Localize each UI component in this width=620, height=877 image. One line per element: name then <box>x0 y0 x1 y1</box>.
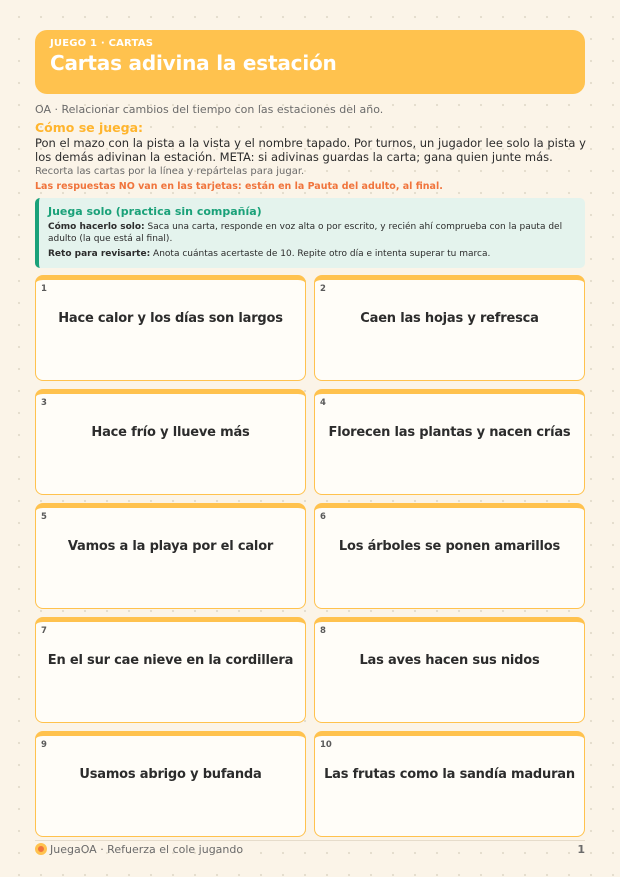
page-title: Cartas adivina la estación <box>50 51 337 75</box>
solo-play-box <box>35 198 585 268</box>
solo-how-label: Cómo hacerlo solo: <box>48 222 145 232</box>
card-number: 10 <box>320 740 332 750</box>
card-clue: Hace calor y los días son largos <box>58 311 283 326</box>
solo-how-text: Saca una carta, responde en voz alta o por escrito, y recién ahí comprueba con la pauta del adulto (la que está al final). <box>48 222 563 244</box>
card-number: 3 <box>41 398 47 408</box>
solo-review-line <box>48 248 575 260</box>
juegaoa-logo-icon <box>35 843 47 855</box>
learning-objective: OA · Relacionar cambios del tiempo con las estaciones del año. <box>35 103 384 116</box>
cut-note: Recorta las cartas por la línea y repártelas para jugar. <box>35 166 305 177</box>
card-number: 5 <box>41 512 47 522</box>
card-number: 1 <box>41 284 47 294</box>
howto-title: Cómo se juega: <box>35 120 144 135</box>
card-number: 4 <box>320 398 326 408</box>
solo-review-text: Anota cuántas acertaste de 10. Repite otro día e intenta superar tu marca. <box>150 249 491 259</box>
footer-divider <box>35 840 585 841</box>
card-clue: Florecen las plantas y nacen crías <box>328 425 571 440</box>
answers-warning: Las respuestas NO van en las tarjetas: están en la Pauta del adulto, al final. <box>35 181 443 192</box>
season-card <box>35 731 306 837</box>
season-card <box>314 731 585 837</box>
header-banner <box>35 30 585 94</box>
card-clue: Las aves hacen sus nidos <box>359 653 540 668</box>
season-card <box>314 617 585 723</box>
card-number: 6 <box>320 512 326 522</box>
card-number: 2 <box>320 284 326 294</box>
season-card <box>314 503 585 609</box>
card-clue: Vamos a la playa por el calor <box>67 539 274 554</box>
card-number: 7 <box>41 626 47 636</box>
footer-brand: JuegaOA · Refuerza el cole jugando <box>50 843 244 856</box>
card-clue: Hace frío y llueve más <box>91 425 250 440</box>
season-card <box>314 275 585 381</box>
season-card <box>314 389 585 495</box>
season-card <box>35 389 306 495</box>
card-clue: Usamos abrigo y bufanda <box>79 767 262 782</box>
card-clue: Caen las hojas y refresca <box>360 311 539 326</box>
howto-body: Pon el mazo con la pista a la vista y el nombre tapado. Por turnos, un jugador lee solo la pista y los demás adivinan la estación. META: si adivinas guardas la carta; gana quien junte más. <box>35 136 586 164</box>
solo-how-line <box>48 221 575 245</box>
solo-title: Juega solo (practica sin compañía) <box>48 205 262 218</box>
card-clue: En el sur cae nieve en la cordillera <box>47 653 294 668</box>
game-kicker: JUEGO 1 · CARTAS <box>50 38 154 49</box>
season-card <box>35 275 306 381</box>
card-number: 8 <box>320 626 326 636</box>
card-number: 9 <box>41 740 47 750</box>
card-clue: Los árboles se ponen amarillos <box>338 539 561 554</box>
page-number: 1 <box>577 843 585 856</box>
solo-review-label: Reto para revisarte: <box>48 249 151 259</box>
card-clue: Las frutas como la sandía maduran <box>324 767 575 782</box>
season-card <box>35 617 306 723</box>
season-card <box>35 503 306 609</box>
